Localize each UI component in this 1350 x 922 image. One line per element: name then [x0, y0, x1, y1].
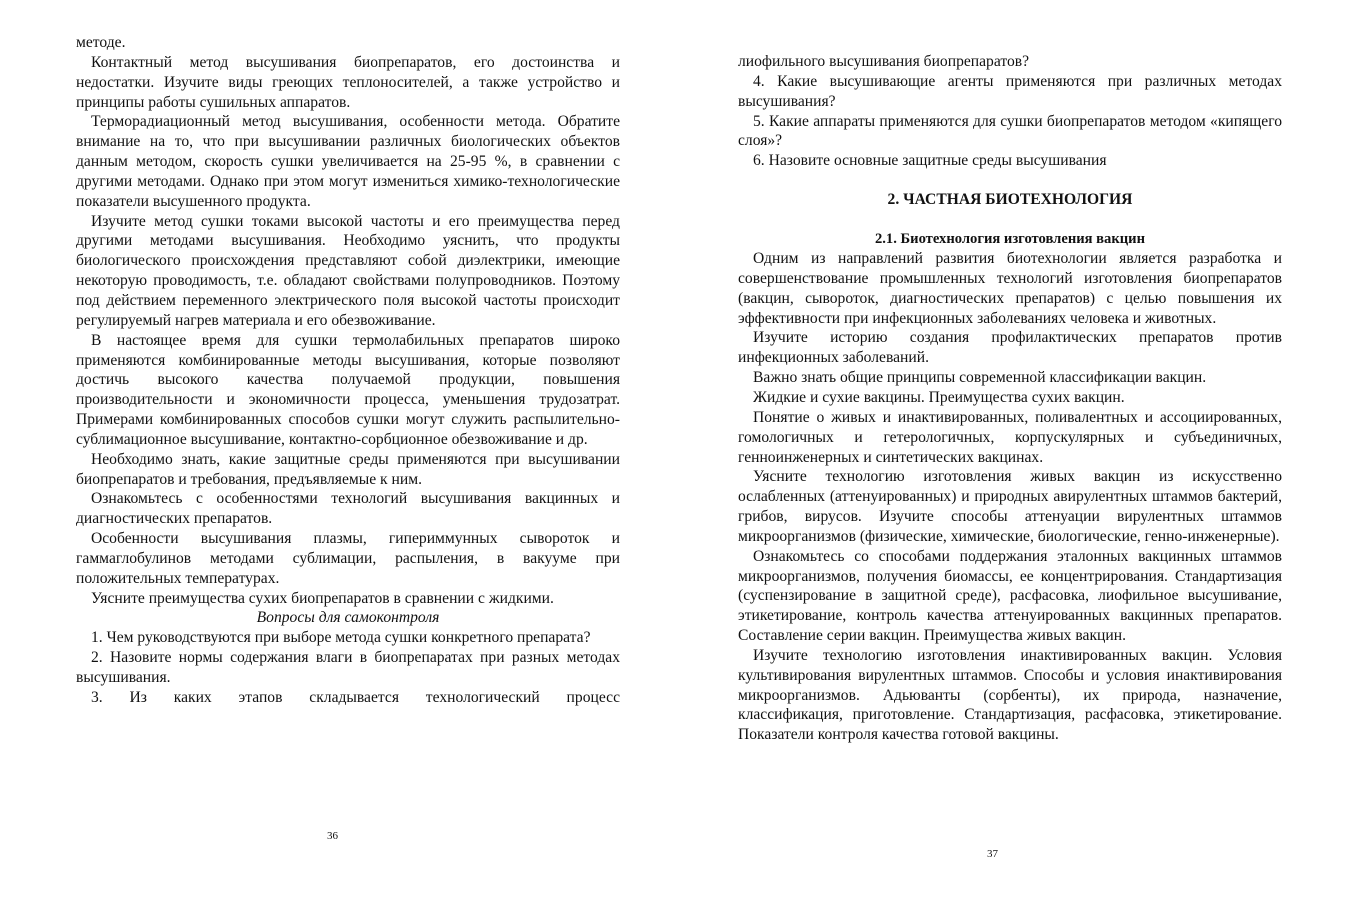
- paragraph: Контактный метод высушивания биопрепаратов, его достоинства и недостатки. Изучите виды греющих теплоносителей, а также устройство и принципы работы сушильных аппаратов.: [76, 53, 620, 111]
- paragraph: Необходимо знать, какие защитные среды применяются при высушивании биопрепаратов и требования, предъявляемые к ним.: [76, 450, 620, 488]
- page-number-left: 36: [327, 830, 338, 842]
- paragraph: Понятие о живых и инактивированных, поливалентных и ассоциированных, гомологичных и гетерологичных, корпускулярных и субъединичных, генноинженерных и синтетических вакцинах.: [738, 408, 1282, 466]
- left-page: [60, 33, 620, 708]
- right-page: [722, 52, 1282, 745]
- questions-heading: Вопросы для самоконтроля: [256, 609, 440, 627]
- paragraph: Важно знать общие принципы современной классификации вакцин.: [753, 369, 1207, 387]
- paragraph: Ознакомьтесь со способами поддержания эталонных вакцинных штаммов микроорганизмов, получения биомассы, ее концентрирования. Стандартизация (суспензирование в защитной среде), расфасовка, лиофильное высушивание, этикетирование, контроль качества аттенуированных вакцинных препаратов. Составление серии вакцин. Преимущества живых вакцин.: [738, 547, 1282, 645]
- paragraph: Терморадиационный метод высушивания, особенности метода. Обратите внимание на то, что при высушивании различных биологических объектов данным методом, скорость сушки увеличивается на 25-95 %, в сравнении с другими методами. Однако при этом могут измениться химико-технологические показатели высушенного продукта.: [76, 113, 620, 210]
- paragraph: Уясните преимущества сухих биопрепаратов в сравнении с жидкими.: [91, 589, 554, 607]
- paragraph: Изучите метод сушки токами высокой частоты и его преимущества перед другими методами высушивания. Необходимо уяснить, что продукты биологического происхождения представляют собой диэлектрики, имеющие некоторую проводимость, т.е. обладают свойствами полупроводников. Поэтому под действием переменного электрического поля высокой частоты происходит регулируемый нагрев материала и его обезвоживание.: [76, 212, 620, 329]
- question-item: 3. Из каких этапов складывается технологический процесс: [91, 688, 620, 706]
- paragraph: Уясните технологию изготовления живых вакцин из искусственно ослабленных (аттенуированных) и природных авирулентных штаммов бактерий, грибов, вирусов. Изучите способы аттенуации вирулентных штаммов микроорганизмов (физические, химические, биологические, генно-инженерные).: [738, 468, 1282, 545]
- question-item: 4. Какие высушивающие агенты применяются при различных методах высушивания?: [738, 72, 1282, 110]
- page-number-right: 37: [987, 848, 998, 860]
- paragraph: Изучите технологию изготовления инактивированных вакцин. Условия культивирования вирулентных штаммов. Способы и условия инактивирования микроорганизмов. Адьюванты (сорбенты), их природа, назначение, классификация, приготовление. Стандартизация, расфасовка, этикетирование. Показатели контроля качества готовой вакцины.: [738, 646, 1282, 744]
- paragraph: В настоящее время для сушки термолабильных препаратов широко применяются комбинированные методы высушивания, которые позволяют достичь высокого качества получаемой продукции, повышения производительности и экономичности процесса, уменьшения трудозатрат. Примерами комбинированных способов сушки могут служить распылительно-сублимационное высушивание, контактно-сорбционное обезвоживание и др.: [76, 331, 620, 448]
- paragraph: методе.: [76, 34, 126, 51]
- section-title: 2. ЧАСТНАЯ БИОТЕХНОЛОГИЯ: [887, 191, 1133, 209]
- paragraph: лиофильного высушивания биопрепаратов?: [738, 53, 1030, 70]
- question-item: 5. Какие аппараты применяются для сушки биопрепаратов методом «кипящего слоя»?: [738, 112, 1282, 150]
- paragraph: Особенности высушивания плазмы, гипериммунных сывороток и гаммаглобулинов методами сублимации, распыления, в вакууме при положительных температурах.: [76, 530, 620, 587]
- paragraph: Жидкие и сухие вакцины. Преимущества сухих вакцин.: [753, 388, 1125, 406]
- question-item: 2. Назовите нормы содержания влаги в биопрепаратах при разных методах высушивания.: [76, 649, 620, 686]
- paragraph: Ознакомьтесь с особенностями технологий высушивания вакцинных и диагностических препаратов.: [76, 490, 620, 528]
- question-item: 6. Назовите основные защитные среды высушивания: [753, 152, 1107, 170]
- subsection-title: 2.1. Биотехнология изготовления вакцин: [874, 231, 1145, 248]
- paragraph: Одним из направлений развития биотехнологии является разработка и совершенствование промышленных технологий изготовления биопрепаратов (вакцин, сывороток, диагностических препаратов) с целью повышения их эффективности при инфекционных заболеваниях человека и животных.: [738, 250, 1282, 327]
- question-item: 1. Чем руководствуются при выборе метода сушки конкретного препарата?: [91, 629, 591, 647]
- paragraph: Изучите историю создания профилактических препаратов против инфекционных заболеваний.: [738, 329, 1282, 367]
